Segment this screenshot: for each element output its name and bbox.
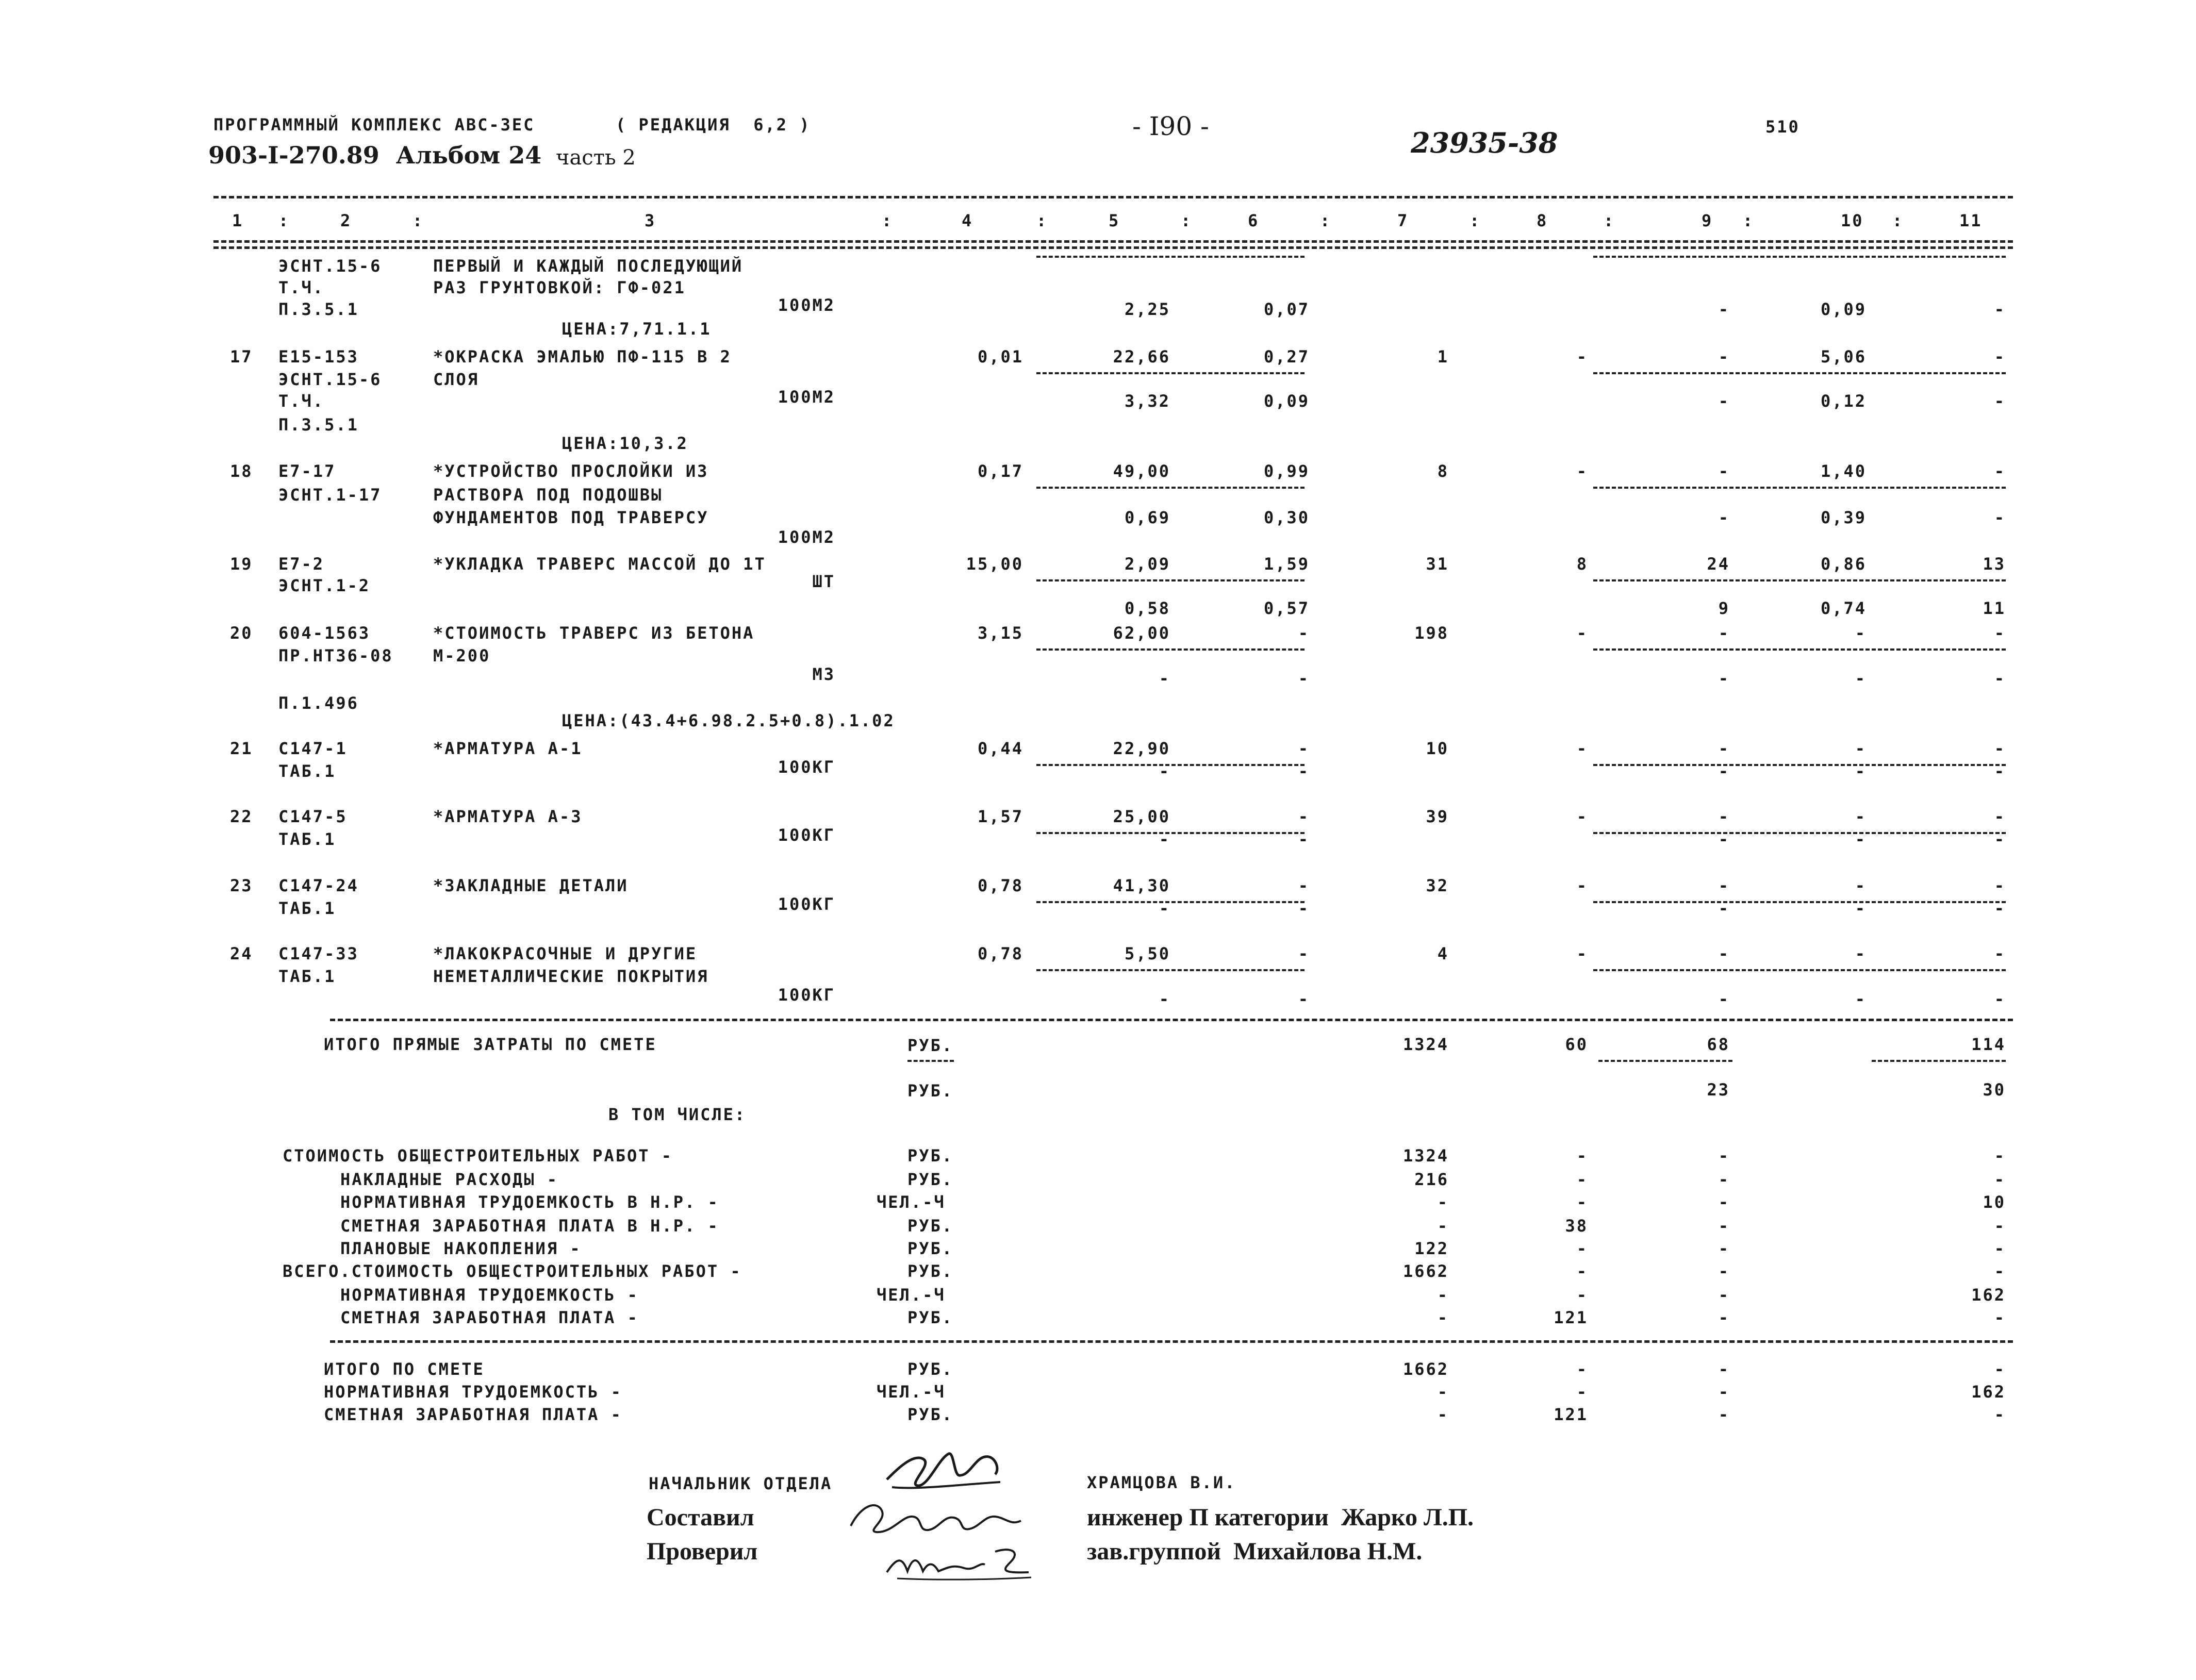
page-number: - I90 - (1132, 111, 1209, 141)
row-subrule (1036, 969, 1305, 971)
row-value-c11: - (1994, 461, 2006, 481)
row-value-c9: - (1718, 989, 1730, 1009)
row-value-c6: - (1298, 623, 1310, 643)
cost-item-c11: 10 (1983, 1192, 2006, 1212)
row-value-c7: 32 (1426, 876, 1449, 895)
row-value-c8: - (1576, 876, 1588, 895)
row-value-c6: 0,57 (1263, 598, 1310, 618)
row-value-c7: 8 (1437, 461, 1449, 481)
column-header-3: 3 (645, 211, 656, 230)
row-value-c10: 0,09 (1820, 300, 1867, 319)
row-number: 24 (230, 944, 253, 963)
row-value-c8: - (1576, 623, 1588, 643)
row-code: Т.Ч. (278, 278, 325, 297)
cost-item-c9: - (1718, 1146, 1730, 1166)
row-value-c10: 0,39 (1820, 508, 1867, 527)
cost-item-unit: РУБ. (907, 1216, 954, 1236)
row-value-c9: 9 (1718, 598, 1730, 618)
row-code: Т.Ч. (278, 391, 325, 411)
row-price-note: ЦЕНА:10,3.2 (562, 434, 688, 453)
row-value-c9: - (1718, 347, 1730, 367)
cost-item-c8: - (1576, 1261, 1588, 1281)
row-unit: 100КГ (778, 985, 835, 1005)
column-header-7: 7 (1397, 211, 1409, 230)
row-subrule-right (1593, 579, 2006, 581)
row-name: *УКЛАДКА ТРАВЕРС МАССОЙ ДО 1Т (433, 554, 766, 574)
direct-sub-c11: 30 (1983, 1080, 2006, 1100)
column-header-4: 4 (962, 211, 973, 230)
cost-item-label: СМЕТНАЯ ЗАРАБОТНАЯ ПЛАТА - (340, 1308, 639, 1327)
cost-item-c8: 38 (1565, 1216, 1588, 1236)
row-name: *АРМАТУРА А-3 (433, 807, 583, 826)
edition-label: ( РЕДАКЦИЯ 6,2 ) (616, 115, 811, 135)
column-header-1: 1 (232, 211, 244, 230)
row-value-c6: - (1298, 989, 1310, 1009)
row-value-c5: 49,00 (1113, 461, 1170, 481)
cost-item-label: СТОИМОСТЬ ОБЩЕСТРОИТЕЛЬНЫХ РАБОТ - (283, 1146, 673, 1166)
table-top-rule (213, 196, 2013, 198)
cost-item-label: ВСЕГО.СТОИМОСТЬ ОБЩЕСТРОИТЕЛЬНЫХ РАБОТ - (283, 1261, 742, 1281)
cost-item-label: НАКЛАДНЫЕ РАСХОДЫ - (340, 1170, 559, 1189)
direct-sub-rule-11 (1872, 1060, 2006, 1062)
final-c8: - (1576, 1359, 1588, 1379)
signature-zharko-mark (846, 1495, 1031, 1541)
row-value-c11: 13 (1983, 554, 2006, 574)
cost-item-unit: РУБ. (907, 1239, 954, 1258)
row-value-c10: - (1855, 761, 1867, 781)
row-code: С147-1 (278, 739, 348, 758)
row-name: *ЗАКЛАДНЫЕ ДЕТАЛИ (433, 876, 629, 895)
cost-item-c7: - (1437, 1308, 1449, 1327)
row-code: ЭСНТ.1-2 (278, 576, 371, 595)
row-value-c11: - (1994, 669, 2006, 688)
row-value-c9: - (1718, 944, 1730, 963)
cost-item-label: НОРМАТИВНАЯ ТРУДОЕМКОСТЬ В Н.Р. - (340, 1192, 719, 1212)
cost-item-c8: - (1576, 1239, 1588, 1258)
cost-item-c9: - (1718, 1285, 1730, 1305)
row-value-c7: 31 (1426, 554, 1449, 574)
row-value-c4: 15,00 (966, 554, 1023, 574)
column-header-9: 9 (1702, 211, 1713, 230)
row-value-c5: 41,30 (1113, 876, 1170, 895)
cost-item-c7: 216 (1414, 1170, 1449, 1189)
cost-item-label: СМЕТНАЯ ЗАРАБОТНАЯ ПЛАТА В Н.Р. - (340, 1216, 719, 1236)
row-code: С147-33 (278, 944, 359, 963)
column-header-2: 2 (340, 211, 352, 230)
row-name: ПЕРВЫЙ И КАЖДЫЙ ПОСЛЕДУЮЩИЙ (433, 256, 744, 276)
final-c7: 1662 (1402, 1359, 1449, 1379)
cost-item-c7: - (1437, 1192, 1449, 1212)
row-value-c6: - (1298, 829, 1310, 849)
column-separator: : (882, 211, 894, 230)
row-price-note: ЦЕНА:(43.4+6.98.2.5+0.8).1.02 (562, 711, 895, 730)
column-header-5: 5 (1109, 211, 1120, 230)
direct-c9: 68 (1707, 1035, 1730, 1054)
row-value-c10: - (1855, 899, 1867, 918)
row-code: П.3.5.1 (278, 300, 359, 319)
row-code: ТАБ.1 (278, 967, 336, 986)
row-name: НЕМЕТАЛЛИЧЕСКИЕ ПОКРЫТИЯ (433, 967, 709, 986)
row-code: ТАБ.1 (278, 761, 336, 781)
signature-mikhailova-mark (882, 1541, 1036, 1583)
row-value-c4: 0,44 (977, 739, 1023, 758)
row-price-note: ЦЕНА:7,71.1.1 (562, 319, 712, 339)
cost-item-c7: - (1437, 1216, 1449, 1236)
row-value-c9: - (1718, 739, 1730, 758)
row-name: М-200 (433, 646, 491, 666)
row-value-c10: - (1855, 829, 1867, 849)
row-value-c6: - (1298, 876, 1310, 895)
row-value-c4: 1,57 (977, 807, 1023, 826)
row-code: П.3.5.1 (278, 415, 359, 435)
cost-item-c7: 122 (1414, 1239, 1449, 1258)
row-value-c7: 1 (1437, 347, 1449, 367)
row-number: 17 (230, 347, 253, 367)
direct-sub-c9: 23 (1707, 1080, 1730, 1100)
cost-item-unit: РУБ. (907, 1146, 954, 1166)
row-unit: 100М2 (778, 527, 835, 547)
column-separator: : (1181, 211, 1193, 230)
row-number: 23 (230, 876, 253, 895)
row-name: *УСТРОЙСТВО ПРОСЛОЙКИ ИЗ (433, 461, 709, 481)
cost-item-unit: ЧЕЛ.-Ч (877, 1192, 946, 1212)
row-unit: 100КГ (778, 825, 835, 845)
row-name: *ОКРАСКА ЭМАЛЬЮ ПФ-115 В 2 (433, 347, 732, 367)
cost-item-c9: - (1718, 1239, 1730, 1258)
row-subrule-right (1593, 648, 2006, 651)
row-value-c5: 5,50 (1124, 944, 1170, 963)
cost-item-unit: РУБ. (907, 1261, 954, 1281)
direct-c7: 1324 (1402, 1035, 1449, 1054)
final-c8: - (1576, 1382, 1588, 1402)
row-value-c11: - (1994, 623, 2006, 643)
row-value-c6: 0,07 (1263, 300, 1310, 319)
column-header-6: 6 (1248, 211, 1260, 230)
cost-item-c8: 121 (1554, 1308, 1588, 1327)
row-number: 22 (230, 807, 253, 826)
row-name: ФУНДАМЕНТОВ ПОД ТРАВЕРСУ (433, 508, 709, 527)
signature-person-head: ХРАМЦОВА В.И. (1087, 1473, 1236, 1492)
row-value-c11: - (1994, 829, 2006, 849)
row-value-c5: 25,00 (1113, 807, 1170, 826)
row-value-c11: - (1994, 876, 2006, 895)
row-value-c10: 0,86 (1820, 554, 1867, 574)
row-code: ЭСНТ.15-6 (278, 256, 382, 276)
final-top-rule (330, 1340, 2013, 1343)
cost-item-label: НОРМАТИВНАЯ ТРУДОЕМКОСТЬ - (340, 1285, 639, 1305)
row-code: 604-1563 (278, 623, 371, 643)
including-label: В ТОМ ЧИСЛЕ: (608, 1105, 747, 1124)
row-value-c11: - (1994, 347, 2006, 367)
row-subrule (1036, 648, 1305, 651)
row-value-c5: 2,25 (1124, 300, 1170, 319)
row-value-c8: - (1576, 807, 1588, 826)
row-subrule-right (1593, 372, 2006, 374)
row-value-c6: - (1298, 944, 1310, 963)
row-value-c10: - (1855, 876, 1867, 895)
row-name: *СТОИМОСТЬ ТРАВЕРС ИЗ БЕТОНА (433, 623, 755, 643)
row-value-c6: - (1298, 669, 1310, 688)
row-value-c7: 198 (1414, 623, 1449, 643)
row-subrule-right (1593, 256, 2006, 258)
cost-item-unit: РУБ. (907, 1170, 954, 1189)
signature-role-compiled: Составил (647, 1504, 754, 1531)
row-value-c4: 0,78 (977, 944, 1023, 963)
row-value-c11: - (1994, 300, 2006, 319)
final-label: НОРМАТИВНАЯ ТРУДОЕМКОСТЬ - (324, 1382, 622, 1402)
row-value-c6: - (1298, 739, 1310, 758)
row-value-c10: 5,06 (1820, 347, 1867, 367)
cost-item-c11: - (1994, 1170, 2006, 1189)
row-subrule (1036, 256, 1305, 258)
direct-c8: 60 (1565, 1035, 1588, 1054)
row-code: ТАБ.1 (278, 899, 336, 918)
album-part: часть 2 (556, 146, 636, 170)
row-value-c10: - (1855, 739, 1867, 758)
row-code: Е7-17 (278, 461, 336, 481)
row-value-c5: 2,09 (1124, 554, 1170, 574)
sheet-number: 510 (1765, 117, 1800, 137)
column-header-10: 10 (1841, 211, 1864, 230)
row-value-c6: - (1298, 807, 1310, 826)
column-separator: : (1469, 211, 1481, 230)
final-unit: РУБ. (907, 1359, 954, 1379)
direct-c11: 114 (1971, 1035, 2006, 1054)
row-value-c5: 62,00 (1113, 623, 1170, 643)
row-value-c11: - (1994, 807, 2006, 826)
row-subrule-right (1593, 487, 2006, 489)
row-value-c5: 22,66 (1113, 347, 1170, 367)
cost-item-c7: 1324 (1402, 1146, 1449, 1166)
row-unit: 100КГ (778, 757, 835, 777)
row-value-c5: - (1159, 829, 1170, 849)
signature-role-checked: Проверил (647, 1538, 758, 1565)
row-name: *АРМАТУРА А-1 (433, 739, 583, 758)
row-value-c9: - (1718, 876, 1730, 895)
row-subrule-right (1593, 969, 2006, 971)
direct-costs-unit: РУБ. (907, 1036, 954, 1055)
cost-item-c9: - (1718, 1216, 1730, 1236)
row-value-c5: 3,32 (1124, 391, 1170, 411)
row-value-c11: - (1994, 899, 2006, 918)
row-value-c5: - (1159, 899, 1170, 918)
final-c11: - (1994, 1405, 2006, 1424)
row-value-c11: - (1994, 761, 2006, 781)
row-value-c4: 0,17 (977, 461, 1023, 481)
row-value-c9: - (1718, 807, 1730, 826)
cost-item-c8: - (1576, 1146, 1588, 1166)
table-header-rule (213, 240, 2013, 243)
cost-item-c9: - (1718, 1261, 1730, 1281)
album-label: 903-I-270.89 Альбом 24 (208, 141, 542, 169)
row-code: Е7-2 (278, 554, 325, 574)
row-value-c11: - (1994, 508, 2006, 527)
row-value-c10: 0,12 (1820, 391, 1867, 411)
row-value-c11: - (1994, 739, 2006, 758)
table-header-rule-2 (213, 246, 2013, 249)
row-value-c9: - (1718, 899, 1730, 918)
row-name: РАЗ ГРУНТОВКОЙ: ГФ-021 (433, 278, 686, 297)
row-name: СЛОЯ (433, 370, 480, 389)
cost-item-c9: - (1718, 1308, 1730, 1327)
row-value-c10: - (1855, 807, 1867, 826)
row-value-c6: 0,99 (1263, 461, 1310, 481)
cost-item-c11: - (1994, 1261, 2006, 1281)
row-code: П.1.496 (278, 693, 359, 713)
final-c9: - (1718, 1382, 1730, 1402)
row-code: ПР.НТ36-08 (278, 646, 393, 666)
row-code: Е15-153 (278, 347, 359, 367)
column-separator: : (1604, 211, 1615, 230)
row-value-c7: 39 (1426, 807, 1449, 826)
row-value-c5: - (1159, 669, 1170, 688)
row-name: *ЛАКОКРАСОЧНЫЕ И ДРУГИЕ (433, 944, 698, 963)
row-code: С147-5 (278, 807, 348, 826)
program-title: ПРОГРАММНЫЙ КОМПЛЕКС АВС-3ЕС (213, 115, 535, 135)
column-separator: : (1743, 211, 1755, 230)
row-value-c9: 24 (1707, 554, 1730, 574)
final-c7: - (1437, 1405, 1449, 1424)
row-value-c9: - (1718, 669, 1730, 688)
row-value-c6: 0,30 (1263, 508, 1310, 527)
row-value-c11: - (1994, 391, 2006, 411)
row-value-c8: 8 (1576, 554, 1588, 574)
row-value-c5: 0,69 (1124, 508, 1170, 527)
row-code: С147-24 (278, 876, 359, 895)
column-separator: : (412, 211, 424, 230)
signature-person-compiled: инженер П категории Жарко Л.П. (1087, 1504, 1474, 1531)
row-value-c11: 11 (1983, 598, 2006, 618)
row-code: ТАБ.1 (278, 829, 336, 849)
doc-code: 23935-38 (1411, 126, 1558, 159)
row-value-c10: - (1855, 989, 1867, 1009)
final-unit: ЧЕЛ.-Ч (877, 1382, 946, 1402)
row-value-c5: - (1159, 761, 1170, 781)
row-value-c10: 0,74 (1820, 598, 1867, 618)
row-value-c10: 1,40 (1820, 461, 1867, 481)
row-name: РАСТВОРА ПОД ПОДОШВЫ (433, 485, 663, 505)
direct-sub-rule (907, 1060, 954, 1062)
row-value-c8: - (1576, 347, 1588, 367)
cost-item-c11: - (1994, 1146, 2006, 1166)
row-value-c9: - (1718, 508, 1730, 527)
row-value-c6: 0,27 (1263, 347, 1310, 367)
cost-item-c11: - (1994, 1308, 2006, 1327)
row-subrule (1036, 579, 1305, 581)
row-value-c5: - (1159, 989, 1170, 1009)
final-c11: 162 (1971, 1382, 2006, 1402)
row-value-c9: - (1718, 761, 1730, 781)
row-value-c10: - (1855, 669, 1867, 688)
row-number: 18 (230, 461, 253, 481)
cost-item-c11: 162 (1971, 1285, 2006, 1305)
row-value-c9: - (1718, 623, 1730, 643)
final-c9: - (1718, 1405, 1730, 1424)
cost-item-unit: ЧЕЛ.-Ч (877, 1285, 946, 1305)
column-separator: : (1892, 211, 1904, 230)
row-value-c6: 0,09 (1263, 391, 1310, 411)
column-header-11: 11 (1959, 211, 1983, 230)
cost-item-c11: - (1994, 1239, 2006, 1258)
column-separator: : (1036, 211, 1048, 230)
cost-item-c8: - (1576, 1170, 1588, 1189)
row-code: ЭСНТ.1-17 (278, 485, 382, 505)
row-unit: 100М2 (778, 295, 835, 315)
final-label: СМЕТНАЯ ЗАРАБОТНАЯ ПЛАТА - (324, 1405, 622, 1424)
totals-top-rule (330, 1019, 2013, 1021)
column-separator: : (1320, 211, 1332, 230)
cost-item-c11: - (1994, 1216, 2006, 1236)
cost-item-c8: - (1576, 1285, 1588, 1305)
cost-item-label: ПЛАНОВЫЕ НАКОПЛЕНИЯ - (340, 1239, 582, 1258)
cost-item-c9: - (1718, 1192, 1730, 1212)
final-unit: РУБ. (907, 1405, 954, 1424)
row-value-c9: - (1718, 461, 1730, 481)
row-number: 19 (230, 554, 253, 574)
final-label: ИТОГО ПО СМЕТЕ (324, 1359, 485, 1379)
direct-costs-label: ИТОГО ПРЯМЫЕ ЗАТРАТЫ ПО СМЕТЕ (324, 1035, 657, 1054)
cost-item-c9: - (1718, 1170, 1730, 1189)
row-value-c4: 0,01 (977, 347, 1023, 367)
row-value-c9: - (1718, 829, 1730, 849)
row-value-c5: 22,90 (1113, 739, 1170, 758)
final-c8: 121 (1554, 1405, 1588, 1424)
row-value-c8: - (1576, 944, 1588, 963)
row-value-c9: - (1718, 391, 1730, 411)
row-value-c11: - (1994, 944, 2006, 963)
direct-sub-rule-9 (1598, 1060, 1732, 1062)
cost-item-c7: 1662 (1402, 1261, 1449, 1281)
final-c9: - (1718, 1359, 1730, 1379)
row-value-c4: 0,78 (977, 876, 1023, 895)
cost-item-c7: - (1437, 1285, 1449, 1305)
cost-item-c8: - (1576, 1192, 1588, 1212)
row-value-c9: - (1718, 300, 1730, 319)
signature-head-mark (877, 1438, 1011, 1495)
row-unit: М3 (812, 664, 835, 684)
column-header-8: 8 (1537, 211, 1548, 230)
row-unit: ШТ (812, 572, 835, 591)
row-value-c6: - (1298, 761, 1310, 781)
direct-sub-unit: РУБ. (907, 1081, 954, 1101)
row-value-c8: - (1576, 739, 1588, 758)
row-subrule (1036, 372, 1305, 374)
row-value-c7: 10 (1426, 739, 1449, 758)
row-value-c11: - (1994, 989, 2006, 1009)
row-value-c8: - (1576, 461, 1588, 481)
row-value-c7: 4 (1437, 944, 1449, 963)
row-value-c10: - (1855, 623, 1867, 643)
signature-person-checked: зав.группой Михайлова Н.М. (1087, 1538, 1423, 1565)
signature-role-head: НАЧАЛЬНИК ОТДЕЛА (649, 1474, 833, 1493)
row-value-c10: - (1855, 944, 1867, 963)
row-value-c4: 3,15 (977, 623, 1023, 643)
row-subrule (1036, 487, 1305, 489)
row-value-c6: 1,59 (1263, 554, 1310, 574)
final-c11: - (1994, 1359, 2006, 1379)
row-unit: 100М2 (778, 387, 835, 407)
row-number: 20 (230, 623, 253, 643)
row-code: ЭСНТ.15-6 (278, 370, 382, 389)
row-number: 21 (230, 739, 253, 758)
final-c7: - (1437, 1382, 1449, 1402)
row-value-c6: - (1298, 899, 1310, 918)
column-separator: : (278, 211, 290, 230)
row-unit: 100КГ (778, 894, 835, 914)
row-value-c5: 0,58 (1124, 598, 1170, 618)
cost-item-unit: РУБ. (907, 1308, 954, 1327)
